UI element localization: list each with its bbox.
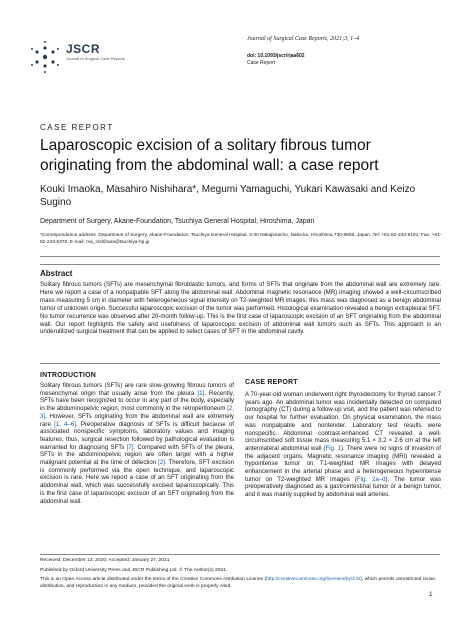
page-number: 1	[429, 591, 433, 598]
section-label: CASE REPORT	[40, 123, 114, 132]
citation-link[interactable]: [1, 4–6]	[54, 420, 76, 428]
doi[interactable]: doi: 10.1093/jscr/rjaa602	[247, 53, 305, 59]
case-report-text: A 70-year-old woman underwent right thyroidectomy for thyroid cancer 7 years ago. An abdominal tumor was incidentally detected on computed tomography (CT) during a follow-up visit, and the patient was referred to our hospital for further evaluation. On physical examination, the mass was nonpalpable and nontender. Laboratory test results were nonspecific. Abdominal contrast-enhanced CT revealed a well-circumscribed soft tissue mass measuring 5.1 × 3.2 × 2.6 cm at the left anterolateral abdominal wall (Fig. 1). There were no signs of invasion of the adjacent organs. Magnetic resonance imaging (MRI) revealed a hypointense tumor on T1-weighted MR images with delayed enhancement in the arterial phase and a heterogeneous hyperintense tumor on T2-weighted MR images (Fig. 2a–d). The tumor was preoperatively diagnosed as a gastrointestinal tumor or a benign tumor, and it was mainly supplied by abdominal wall arteries.	[245, 391, 441, 499]
introduction-heading: INTRODUCTION	[40, 372, 97, 379]
abstract-heading: Abstract	[40, 269, 73, 278]
introduction-text: Solitary fibrous tumors (SFTs) are rare slow-growing fibrous tumors of mesenchymal origin that usually arise from the pleura [1]. Recently, SFTs have been recognized to occur in any part of the body, especially in the abdominopelvic region, most commonly in the retroperitoneum [2, 3]. However, SFTs originating from the abdominal wall are extremely rare [1, 4–6]. Preoperative diagnosis of SFTs is difficult because of associated nonspecific symptoms, laboratory values and imaging features; thus, surgical resection followed by pathological evaluation is warranted for diagnosing SFTs [7]. Compared with SFTs of the pleura, SFTs in the abdominopelvic region are often larger with a higher malignant potential at the time of detection [2]. Therefore, SFT excision is commonly performed via the open technique, and laparoscopic excision is rare. Here we report a case of an SFT originating from the abdominal wall, which was successfully excised laparoscopically. This is the first case of laparoscopic excision of an SFT originating from the abdominal wall.	[40, 382, 234, 505]
journal-logo-text: JSCR	[66, 42, 101, 56]
footer-rule	[40, 554, 440, 555]
citation-link[interactable]: [7]	[126, 443, 134, 451]
jscr-logo-icon	[28, 40, 62, 74]
figure-link[interactable]: Fig. 2a–d	[356, 475, 386, 483]
license-link[interactable]: http://creativecommons.org/licenses/by/4.0/	[266, 577, 361, 582]
figure-link[interactable]: Fig. 1	[325, 444, 341, 452]
correspondence-address: *Correspondence address. Department of Surgery, Akane-Foundation, Tsuchiya General Hospital, 3-30 Nakajimacho, Naka-ku, Hiroshima 730-8655, Japan. Tel: +81-82-243-9191; Fax: +81-82-243-6378; E-mail: ma_nishihara@tsuchiya-hp.jp	[40, 233, 442, 245]
abstract-bottom-rule	[40, 363, 440, 364]
case-report-heading: CASE REPORT	[245, 379, 298, 386]
citation-link[interactable]: [2]	[158, 459, 165, 467]
citation-link[interactable]: [1]	[197, 389, 205, 397]
citation-link[interactable]: [2, 3]	[40, 405, 234, 420]
publisher-note: Published by Oxford University Press and JSCR Publishing Ltd. © The Author(s) 2021.	[40, 568, 228, 573]
abstract-top-rule	[40, 264, 440, 265]
author-list: Kouki Imaoka, Masahiro Nishihara*, Megumi Yamaguchi, Yukari Kawasaki and Keizo Sugino	[40, 184, 416, 208]
journal-logo-subtitle: Journal of Surgical Case Reports	[66, 56, 125, 61]
affiliation: Department of Surgery, Akane-Foundation, Tsuchiya General Hospital, Hiroshima, Japan	[40, 218, 315, 225]
divider	[40, 256, 440, 257]
abstract-text: Solitary fibrous tumors (SFTs) are mesenchymal fibroblastic tumors, and forms of SFTs that originate from the abdominal wall are extremely rare. Here we report a case of a nonpalpable SFT along the abdominal wall. Abdominal magnetic resonance (MR) imaging showed a well-circumscribed mass measuring 5 cm in diameter with heterogeneous signal intensity on T2-weighted MR images; this mass was diagnosed as a benign abdominal tumor of unknown origin. Successful laparoscopic excision of the tumor was performed. Histological examination revealed a benign extrapleural SFT. No tumor recurrence was observed after 20-month follow-up. This is the first case of laparoscopic excision of an SFT originating from the abdominal wall. Our report highlights the safety and usefulness of laparoscopic excision of abdominal wall tumors such as SFTs. This approach is an underutilized surgical treatment that can be applied to select cases of SFT in the abdominal cavity.	[40, 281, 441, 336]
article-type: Case Report	[247, 60, 276, 66]
license-text: This is an Open Access article distributed under the terms of the Creative Commons Attribution License (http://creativecommons.org/licenses/by/4.0/), which permits unrestricted reuse, distribution, and reproduction in any medium, provided the original work is properly cited.	[40, 577, 437, 589]
article-title: Laparoscopic excision of a solitary fibrous tumor originating from the abdominal wall: a case report	[40, 137, 379, 174]
received-dates: Received: December 13, 2020. Accepted: January 27, 2021	[40, 558, 170, 563]
journal-citation: Journal of Surgical Case Reports, 2021;3, 1–4	[247, 36, 360, 42]
